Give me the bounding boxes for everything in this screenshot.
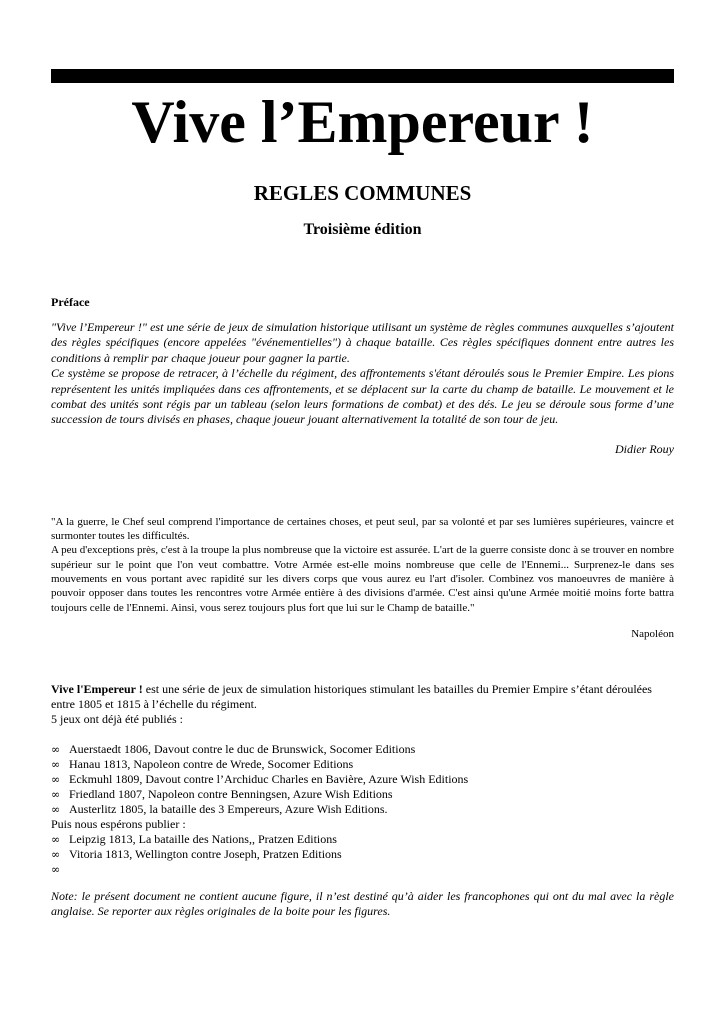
- infinity-bullet-icon: ∞: [51, 742, 61, 756]
- infinity-bullet-icon: ∞: [51, 847, 61, 861]
- series-intro: [51, 682, 674, 727]
- list-item: ∞ Austerlitz 1805, la bataille des 3 Empereurs, Azure Wish Editions.: [51, 801, 388, 816]
- preface-text: [51, 320, 674, 428]
- list-item: ∞ Vitoria 1813, Wellington contre Joseph, Pratzen Editions: [51, 846, 342, 861]
- upcoming-line: Puis nous espérons publier :: [51, 816, 186, 831]
- series-description: est une série de jeux de simulation historiques stimulant les batailles du Premier Empire s’étant déroulées entre 1805 et 1815 à l’échelle du régiment.: [51, 681, 652, 711]
- edition-subtitle: Troisième édition: [303, 221, 422, 238]
- section-title: REGLES COMMUNES: [253, 181, 472, 205]
- list-item: [51, 862, 674, 877]
- document-title: Vive l’Empereur !: [131, 89, 594, 155]
- preface-signature: Didier Rouy: [615, 441, 674, 456]
- title-rule: [51, 69, 674, 83]
- series-name: Vive l'Empereur !: [51, 681, 143, 696]
- quote-paragraph: A peu d'exceptions près, c'est à la troupe la plus nombreuse que la victoire est assurée. L'art de la guerre consiste donc à se trouver en nombre supérieur sur le point que l'on veut combattre. Votre Armée est-elle moins nombreuse que celle de l'Ennemi... Surprenez-le dans ses mouvements en vous portant avec rapidité sur les divers corps que vous aurez eu l'art d'isoler. Combinez vos manoeuvres de manière à pouvoir opposer dans toutes les rencontres votre Armée entière à des divisions d'armée. C'est ainsi qu'une Armée moitié moins forte battra toujours celle de l'Ennemi. Ainsi, vous serez toujours plus fort que lui sur le Champ de bataille.": [51, 544, 674, 614]
- preface-heading: Préface: [51, 295, 90, 309]
- infinity-bullet-icon: ∞: [51, 802, 61, 816]
- upcoming-games-list: [51, 832, 674, 877]
- published-line: 5 jeux ont déjà été publiés :: [51, 711, 183, 726]
- preface-paragraph: Ce système se propose de retracer, à l’échelle du régiment, des affrontements s'étant déroulés sous le Premier Empire. Les pions représentent les unités impliquées dans ces affrontements, et se déplacent sur la carte du champ de bataille. Le mouvement et le combat des unités sont régis par un tableau (selon leurs formations de combat) et des dés. Le jeu se déroule sous forme d’une succession de tours divisés en phases, chaque joueur jouant alternativement la totalité de son tour de jeu.: [51, 366, 674, 427]
- note-text: Note: le présent document ne contient aucune figure, il n’est destiné qu’à aider les francophones qui ont du mal avec la règle anglaise. Se reporter aux règles originales de la boite pour les figures.: [51, 888, 674, 919]
- quote-signature: Napoléon: [631, 627, 674, 640]
- list-item: ∞ Leipzig 1813, La bataille des Nations,, Pratzen Editions: [51, 831, 337, 846]
- list-item: ∞ Auerstaedt 1806, Davout contre le duc de Brunswick, Socomer Editions: [51, 741, 416, 756]
- document-page: [51, 69, 674, 920]
- quote-paragraph: "A la guerre, le Chef seul comprend l'importance de certaines choses, et peut seul, par sa volonté et par ses lumières supérieures, vaincre et surmonter toutes les difficultés.: [51, 515, 674, 543]
- infinity-bullet-icon: ∞: [51, 862, 61, 876]
- napoleon-quote: [51, 515, 674, 615]
- list-item: ∞ Friedland 1807, Napoleon contre Benningsen, Azure Wish Editions: [51, 786, 393, 801]
- infinity-bullet-icon: ∞: [51, 772, 61, 786]
- infinity-bullet-icon: ∞: [51, 832, 61, 846]
- infinity-bullet-icon: ∞: [51, 757, 61, 771]
- list-item: ∞ Eckmuhl 1809, Davout contre l’Archiduc Charles en Bavière, Azure Wish Editions: [51, 771, 469, 786]
- infinity-bullet-icon: ∞: [51, 787, 61, 801]
- preface-paragraph: "Vive l’Empereur !" est une série de jeux de simulation historique utilisant un système de règles communes auxquelles s’ajoutent des règles spécifiques (encore appelées "événementielles") à chaque bataille. Ces règles spécifiques donnent entre autres les conditions à remplir par chaque joueur pour gagner la partie.: [51, 320, 674, 365]
- published-games-list: [51, 742, 674, 817]
- list-item: ∞ Hanau 1813, Napoleon contre de Wrede, Socomer Editions: [51, 756, 354, 771]
